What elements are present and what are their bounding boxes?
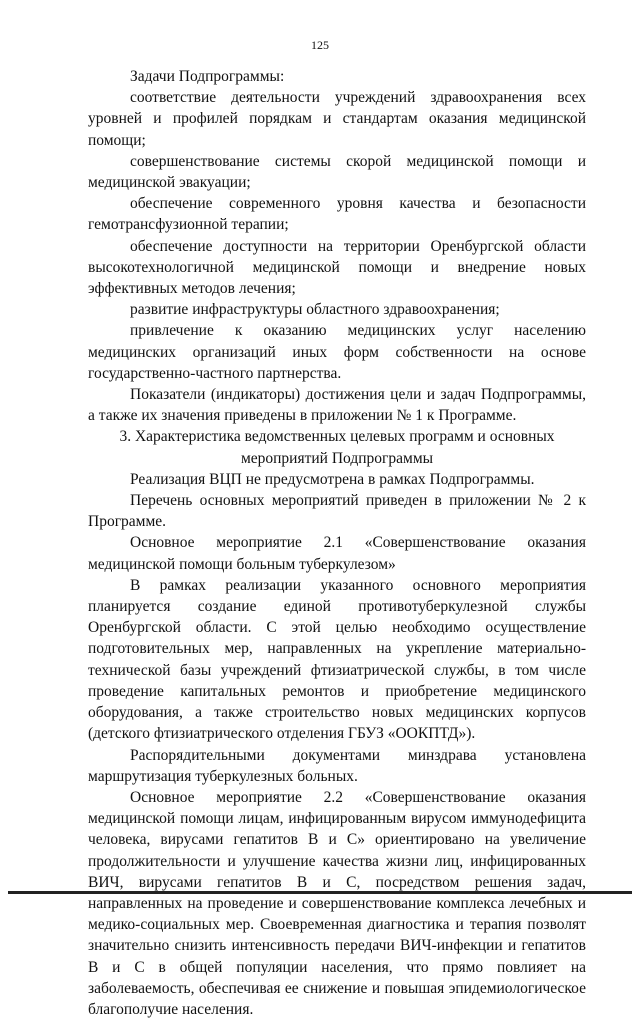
bottom-rule	[8, 891, 632, 894]
body-paragraph: В рамках реализации указанного основного мероприятия планируется создание единой противотуберкулезной службы Оренбургской области. С этой целью необходимо осуществление подготовительных мер, направленных на укрепление материально-технической базы учреждений фтизиатрической службы, в том числе проведение капитальных ремонтов и приобретение медицинского оборудования, а также строительство новых медицинских корпусов (детского фтизиатрического отделения ГБУЗ «ООКПТД»).	[88, 576, 586, 743]
tasks-heading: Задачи Подпрограммы:	[130, 68, 285, 85]
document-body	[88, 66, 586, 1020]
indicators-paragraph: Показатели (индикаторы) достижения цели и задач Подпрограммы, а также их значения приведены в приложении № 1 к Программе.	[88, 386, 586, 425]
task-item: привлечение к оказанию медицинских услуг населению медицинских организаций иных форм собственности на основе государственно-частного партнерства.	[88, 322, 586, 382]
task-item: соответствие деятельности учреждений здравоохранения всех уровней и профилей порядкам и стандартам оказания медицинской помощи;	[88, 89, 586, 149]
task-item: обеспечение доступности на территории Оренбургской области высокотехнологичной медицинской помощи и внедрение новых эффективных методов лечения;	[88, 237, 586, 298]
body-paragraph: Реализация ВЦП не предусмотрена в рамках Подпрограммы.	[130, 470, 535, 488]
page-number: 125	[311, 38, 329, 52]
body-paragraph: Основное мероприятие 2.1 «Совершенствование оказания медицинской помощи больным туберкулезом»	[88, 534, 586, 573]
body-paragraph: Перечень основных мероприятий приведен в приложении № 2 к Программе.	[88, 492, 586, 531]
section-heading: 3. Характеристика ведомственных целевых программ и основных мероприятий Подпрограммы	[119, 428, 555, 467]
task-item: развитие инфраструктуры областного здравоохранения;	[130, 301, 500, 319]
task-item: обеспечение современного уровня качества и безопасности гемотрансфузионной терапии;	[88, 195, 586, 234]
body-paragraph: Распорядительными документами минздрава установлена маршрутизация туберкулезных больных.	[88, 746, 586, 785]
body-paragraph: Основное мероприятие 2.2 «Совершенствование оказания медицинской помощи лицам, инфицированным вирусом иммунодефицита человека, вирусами гепатитов В и С» ориентировано на увеличение продолжительности и улучшение качества жизни лиц, инфицированных ВИЧ, вирусами гепатитов В и С, посредством решения задач, направленных на проведение и совершенствование комплекса лечебных и медико-социальных мер. Своевременная диагностика и терапия позволят значительно снизить интенсивность передачи ВИЧ-инфекции и гепатитов В и С в общей популяции населения, что прямо повлияет на заболеваемость, обеспечивая ее снижение и повышая эпидемиологическое благополучие населения.	[88, 788, 586, 1018]
task-item: совершенствование системы скорой медицинской помощи и медицинской эвакуации;	[88, 152, 586, 192]
